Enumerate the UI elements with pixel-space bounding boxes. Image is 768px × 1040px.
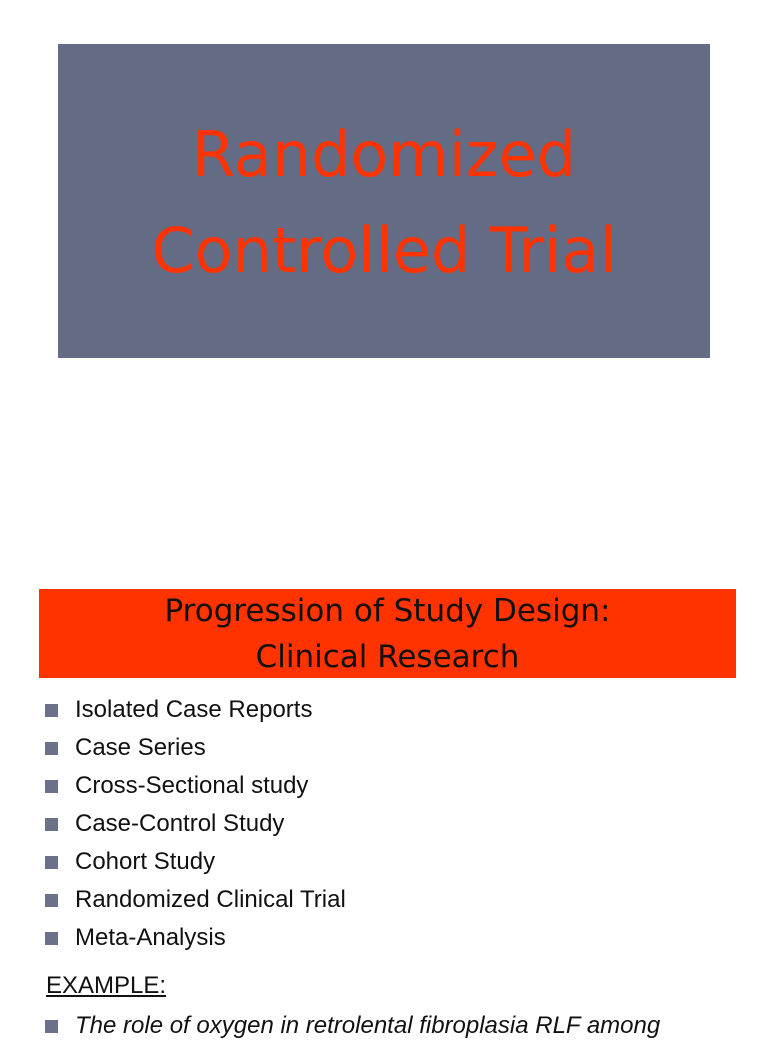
slide-title-line-1: Randomized xyxy=(192,118,576,191)
list-item-label: Cross-Sectional study xyxy=(75,772,309,799)
slide-title xyxy=(151,107,616,299)
square-bullet-icon xyxy=(45,704,58,717)
list-item-label: Meta-Analysis xyxy=(75,924,226,951)
section-header-line-1: Progression of Study Design: xyxy=(164,592,611,629)
list-item xyxy=(45,881,346,919)
list-item xyxy=(45,767,346,805)
example-item-cutoff xyxy=(45,1012,768,1039)
square-bullet-icon xyxy=(45,856,58,869)
section-header-line-2: Clinical Research xyxy=(255,638,520,675)
list-item xyxy=(45,691,346,729)
list-item xyxy=(45,805,346,843)
list-item-label: Case Series xyxy=(75,734,206,761)
list-item-label: Case-Control Study xyxy=(75,810,285,837)
square-bullet-icon xyxy=(45,742,58,755)
section-header xyxy=(39,589,736,678)
slide-title-line-2: Controlled Trial xyxy=(151,214,617,287)
list-item-label: Cohort Study xyxy=(75,848,216,875)
list-item xyxy=(45,729,346,767)
list-item xyxy=(45,843,346,881)
square-bullet-icon xyxy=(45,780,58,793)
list-item-label: Isolated Case Reports xyxy=(75,696,313,723)
square-bullet-icon xyxy=(45,1020,58,1033)
square-bullet-icon xyxy=(45,818,58,831)
list-item xyxy=(45,919,346,957)
study-design-list xyxy=(45,691,346,957)
square-bullet-icon xyxy=(45,894,58,907)
example-heading: EXAMPLE: xyxy=(46,972,167,999)
square-bullet-icon xyxy=(45,932,58,945)
title-slide xyxy=(58,44,710,358)
example-item-text: The role of oxygen in retrolental fibroplasia RLF among xyxy=(75,1012,661,1039)
list-item-label: Randomized Clinical Trial xyxy=(75,886,346,913)
